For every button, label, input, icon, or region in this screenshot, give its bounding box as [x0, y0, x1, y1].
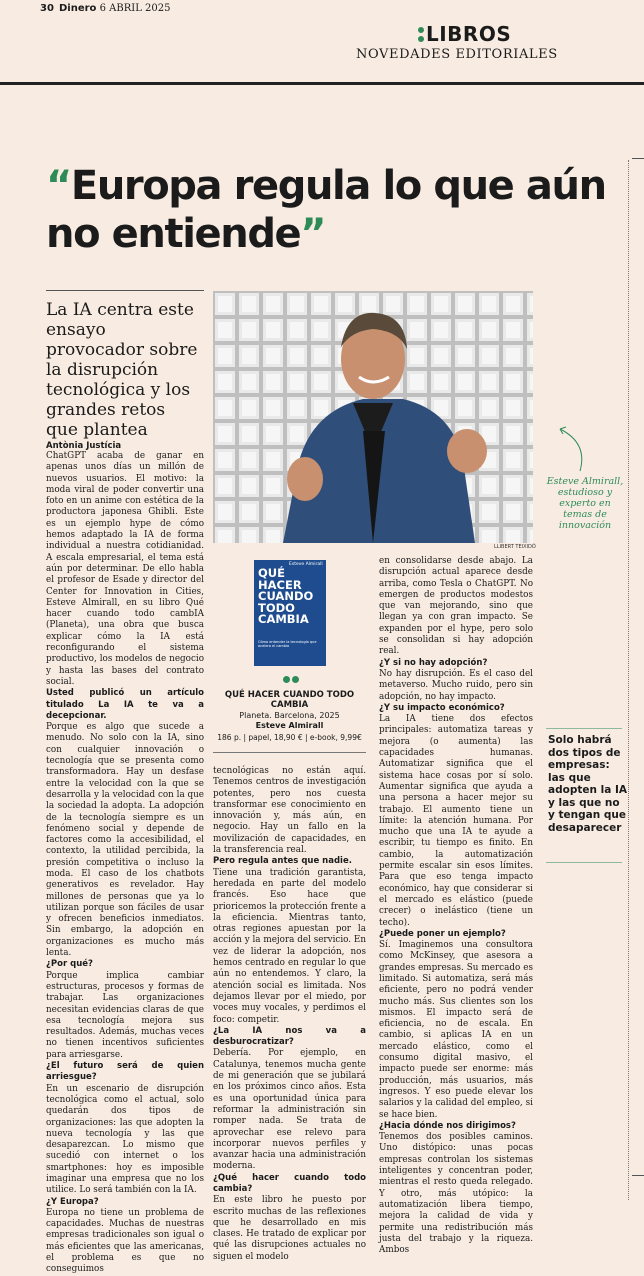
article-column-3 — [379, 556, 533, 1256]
book-cover-author: Esteve Almirall — [289, 562, 323, 567]
section-title: LIBROS — [426, 22, 512, 46]
question: Pero regula antes que nadie. — [213, 856, 352, 867]
question: ¿Y Europa? — [46, 1196, 99, 1207]
publication-name: Dinero — [59, 3, 97, 14]
photo-caption: Esteve Almirall, estudioso y experto en temas de innovación — [546, 476, 624, 531]
page-number: 30 — [40, 3, 54, 14]
question: ¿Hacia dónde nos dirigimos? — [379, 1120, 516, 1131]
question: ¿Puede poner un ejemplo? — [379, 928, 506, 939]
headline — [46, 162, 606, 258]
book-title: QUÉ HACER CUANDO TODO CAMBIA — [224, 690, 355, 710]
byline: Antònia Justícia — [46, 441, 122, 451]
book-meta — [213, 711, 366, 731]
book-dot — [292, 676, 299, 683]
paragraph: ChatGPT acaba de ganar en apenas unos días un millón de nuevos usuarios. El motivo: la moda viral de poder convertir una foto en un anime con estética de la productora japonesa Ghibli. Este es un ejemplo hype de cómo hemos adaptado la IA de forma individual a nuestra cotidianidad. A escala empresarial, el tema está aún por determinar. De ello habla el profesor de Esade y director del Center for Innovation in Cities, Esteve Almirall, en su libro Qué hacer cuando todo cambIA (Planeta), una obra que busca explicar cómo la IA está reconfigurando el sistema productivo, los modelos de negocio y hasta las bases del contrato social. — [46, 451, 204, 687]
author-photo — [213, 291, 533, 543]
answer: En un escenario de disrupción tecnológica como el actual, solo quedarán dos tipos de organizaciones: las que adopten la nueva tecnología y las que desaparezcan. Lo mismo que sucedió con internet o los smartphones: hoy es imposible imaginar una empresa que no los utilice. Lo será también con la IA. — [46, 1083, 204, 1196]
question: ¿Y si no hay adopción? — [379, 657, 488, 668]
answer: tecnológicas no están aquí. Tenemos centros de investigación potentes, pero nos cuesta transformar ese conocimiento en innovación y, más aún, en negocio. Hay un fallo en la movilización de capacidades, en la transferencia real. — [213, 766, 366, 856]
section-logo-dot — [418, 27, 424, 33]
date-text: 6 ABRIL 2025 — [99, 3, 171, 14]
quote-open-mark: “ — [46, 163, 71, 209]
question: ¿El futuro será de quien arriesgue? — [46, 1061, 204, 1083]
question: ¿Por qué? — [46, 959, 93, 970]
pull-quote: Solo habrá dos tipos de empresas: las que adopten la IA y las que no y tengan que desaparecer — [548, 734, 627, 834]
publication-date — [59, 3, 170, 14]
question: Usted publicó un artículo titulado La IA te va a decepcionar. — [46, 688, 204, 721]
article-column-2 — [213, 766, 366, 1262]
headline-text: Europa regula lo que aún no entiende — [46, 163, 606, 257]
pull-quote-rule — [546, 862, 622, 863]
pull-quote-rule — [546, 728, 622, 729]
question: ¿Y su impacto económico? — [379, 702, 505, 713]
answer: Europa no tiene un problema de capacidades. Muchas de nuestras empresas tradicionales son igual o más eficientes que las americanas, el problema es que no conseguimos — [46, 1207, 204, 1275]
section-subtitle: NOVEDADES EDITORIALES — [356, 47, 558, 62]
question: ¿La IA nos va a desburocratizar? — [213, 1025, 366, 1048]
question: ¿Qué hacer cuando todo cambia? — [213, 1172, 366, 1194]
header-rule — [0, 82, 644, 85]
answer: en consolidarse desde abajo. La disrupción actual aparece desde arriba, como Tesla o ChatGPT. No emergen de productos modestos que van mejorando, sino que llegan ya con gran impacto. Se expanden por el hype, pero solo se consolidan si hay adopción real. — [379, 556, 533, 657]
answer: En este libro he puesto por escrito muchas de las reflexiones que he desarrollado en mis clases. He tratado de explicar por qué las disrupciones actuales no siguen el modelo — [213, 1195, 366, 1262]
answer: Debería. Por ejemplo, en Catalunya, tenemos mucha gente de mi generación que se jubilará en los próximos cinco años. Esta es una oportunidad única para reformar la administración sin romper nada. Se trata de aprovechar ese relevo para incorporar nuevos perfiles y avanzar hacia una administración moderna. — [213, 1048, 366, 1172]
margin-guide — [628, 160, 631, 1200]
article-deck: La IA centra este ensayo provocador sobre la disrupción tecnológica y los grandes retos que plantea — [46, 300, 198, 440]
book-details: 186 p. | papel, 18,90 € | e-book, 9,99€ — [217, 733, 362, 742]
answer: No hay disrupción. Es el caso del metaverso. Mucho ruido, pero sin adopción, no hay impacto. — [379, 668, 533, 702]
deck-rule — [46, 290, 204, 291]
answer: Porque implica cambiar estructuras, procesos y formas de trabajar. Las organizaciones necesitan evidencias claras de que esa tecnología mejora sus resultados. Además, muchas veces no tienen incentivos suficientes para arriesgarse. — [46, 970, 204, 1060]
answer: Tenemos dos posibles caminos. Uno distópico: unas pocas empresas controlan los sistemas inteligentes y concentran poder, mientras el resto queda relegado. Y otro, más utópico: la automatización libera tiempo, mejora la calidad de vida y permite una redistribución más justa del trabajo y la riqueza. Ambos — [379, 1132, 533, 1256]
book-rule — [213, 752, 366, 753]
book-dot — [283, 676, 290, 683]
book-cover-title: QUÉ HACER CUANDO TODO CAMBIA — [258, 566, 314, 626]
answer: Tiene una tradición garantista, heredada en parte del modelo francés. Eso hace que prioricemos la protección frente a la eficiencia. Mientras tanto, otras regiones apuestan por la acción y la mejora del servicio. En vez de liderar la adopción, nos hemos centrado en regular lo que aún no entendemos. Y claro, la atención social es limitada. Nos dejamos llevar por el miedo, por voces muy vocales, y perdimos el foco: competir. — [213, 867, 366, 1025]
margin-tick — [632, 158, 644, 159]
book-cover-blurb: Cómo entender la tecnología que acelera el cambio — [258, 640, 317, 648]
quote-close-mark: ” — [300, 211, 326, 257]
answer: La IA tiene dos efectos principales: automatiza tareas y mejora (o aumenta) las capacidades humanas. Automatizar significa que el sistema hace cosas por sí solo. Aumentar significa que ayuda a una persona a hacer mejor su trabajo. El aumento tiene un límite: la atención humana. Por mucho que una IA te ayude a escribir, tu tiempo es finito. En cambio, la automatización permite escalar sin esos límites. Para que eso tenga impacto económico, hay que considerar si el mercado es elástico (puede crecer) o inelástico (tiene un techo). — [379, 714, 533, 928]
article-column-1 — [46, 451, 204, 1275]
photo-illustration — [213, 291, 533, 543]
book-author: Esteve Almirall — [255, 721, 324, 730]
margin-tick — [632, 1175, 644, 1176]
photo-credit: LLIBERT TEIXIDÓ — [494, 544, 536, 550]
answer: Porque es algo que sucede a menudo. No solo con la IA, sino con cualquier innovación o tecnología que se presenta como transformadora. Hay un desfase entre la velocidad con la que se desarrolla y la velocidad con la que la sociedad la adopta. La adopción de la tecnología siempre es un fenómeno social y depende de factores como la accesibilidad, el contexto, la utilidad percibida, la presión competitiva o incluso la moda. El caso de los chatbots generativos es revelador. Hay millones de personas que ya lo utilizan porque son fáciles de usar y ofrecen beneficios inmediatos. Sin embargo, la adopción en organizaciones es mucho más lenta. — [46, 722, 204, 959]
caption-arrow-icon — [550, 423, 590, 473]
section-logo-dot — [418, 36, 424, 42]
answer: Sí. Imaginemos una consultora como McKinsey, que asesora a grandes empresas. Su mercado es limitado. Si automatiza, será más eficiente, pero no podrá vender mucho más. Sus clientes son los mismos. El impacto será de eficiencia, no de escala. En cambio, si aplicas IA en un mercado elástico, como el consumo digital masivo, el impacto puede ser enorme: más producción, más usuarios, más ingresos. Y eso puede elevar los salarios y la calidad del empleo, si se hace bien. — [379, 940, 533, 1120]
book-publisher: Planeta. Barcelona, 2025 — [239, 711, 340, 720]
